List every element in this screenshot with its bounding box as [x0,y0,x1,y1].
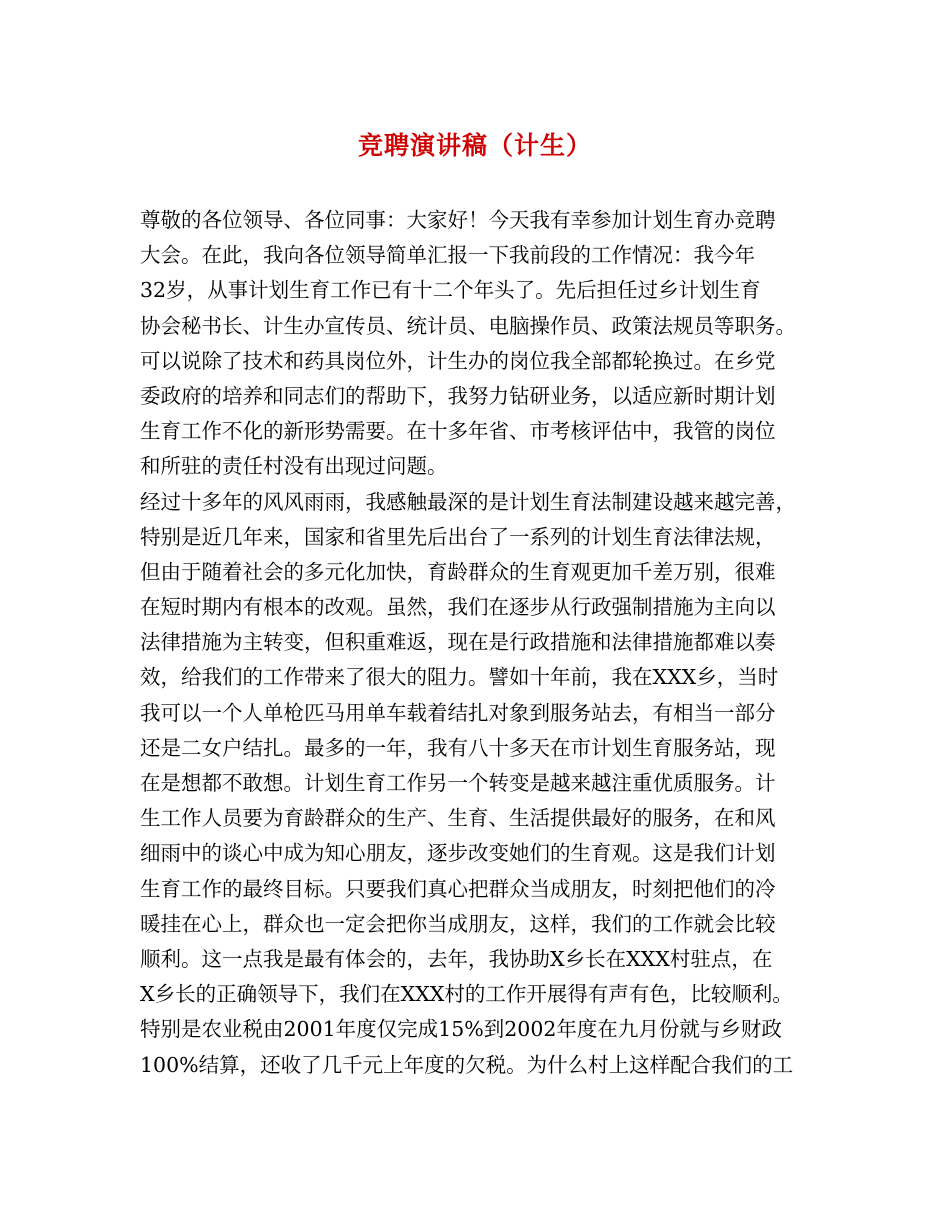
text-line: X乡长的正确领导下，我们在XXX村的工作开展得有声有色，比较顺利。 [140,982,793,1007]
text-line: 尊敬的各位领导、各位同事：大家好！今天我有幸参加计划生育办竞聘 [140,208,776,232]
text-line: 委政府的培养和同志们的帮助下，我努力钻研业务，以适应新时期计划 [140,383,776,408]
text-line: 还是二女户结扎。最多的一年，我有八十多天在市计划生育服务站，现 [140,735,776,760]
text-line: 法律措施为主转变，但积重难返，现在是行政措施和法律措施都难以奏 [140,630,776,655]
text-line: 大会。在此，我向各位领导简单汇报一下我前段的工作情况：我今年 [140,243,755,268]
text-line: 暖挂在心上，群众也一定会把你当成朋友，这样，我们的工作就会比较 [140,911,776,936]
text-line: 细雨中的谈心中成为知心朋友，逐步改变她们的生育观。这是我们计划 [140,841,776,866]
text-line: 效，给我们的工作带来了很大的阻力。譬如十年前，我在XXX乡，当时 [140,665,779,690]
text-line: 协会秘书长、计生办宣传员、统计员、电脑操作员、政策法规员等职务。 [140,313,796,338]
text-line: 特别是农业税由2001年度仅完成15%到2002年度在九月份就与乡财政 [140,1017,782,1042]
text-line: 我可以一个人单枪匹马用单车载着结扎对象到服务站去，有相当一部分 [140,700,776,725]
text-line: 和所驻的责任村没有出现过问题。 [140,454,448,479]
document-body [140,203,820,1083]
text-line: 生育工作不化的新形势需要。在十多年省、市考核评估中，我管的岗位 [140,419,776,444]
text-line: 32岁，从事计划生育工作已有十二个年头了。先后担任过乡计划生育 [140,278,761,303]
text-line: 100%结算，还收了几千元上年度的欠税。为什么村上这样配合我们的工 [140,1052,794,1077]
text-line: 在是想都不敢想。计划生育工作另一个转变是越来越注重优质服务。计 [140,771,776,795]
text-line: 可以说除了技术和药具岗位外，计生办的岗位我全部都轮换过。在乡党 [140,348,776,373]
text-line: 顺利。这一点我是最有体会的，去年，我协助X乡长在XXX村驻点，在 [140,946,773,971]
text-line: 经过十多年的风风雨雨，我感触最深的是计划生育法制建设越来越完善， [140,489,796,514]
text-line: 生工作人员要为育龄群众的生产、生育、生活提供最好的服务，在和风 [140,806,776,831]
text-line: 特别是近几年来，国家和省里先后出台了一系列的计划生育法律法规， [140,524,776,549]
text-line: 在短时期内有根本的改观。虽然，我们在逐步从行政强制措施为主向以 [140,595,776,620]
text-line: 但由于随着社会的多元化加快，育龄群众的生育观更加千差万别，很难 [140,559,776,584]
text-line: 生育工作的最终目标。只要我们真心把群众当成朋友，时刻把他们的冷 [140,876,776,901]
document-title: 竞聘演讲稿（计生） [357,131,592,160]
